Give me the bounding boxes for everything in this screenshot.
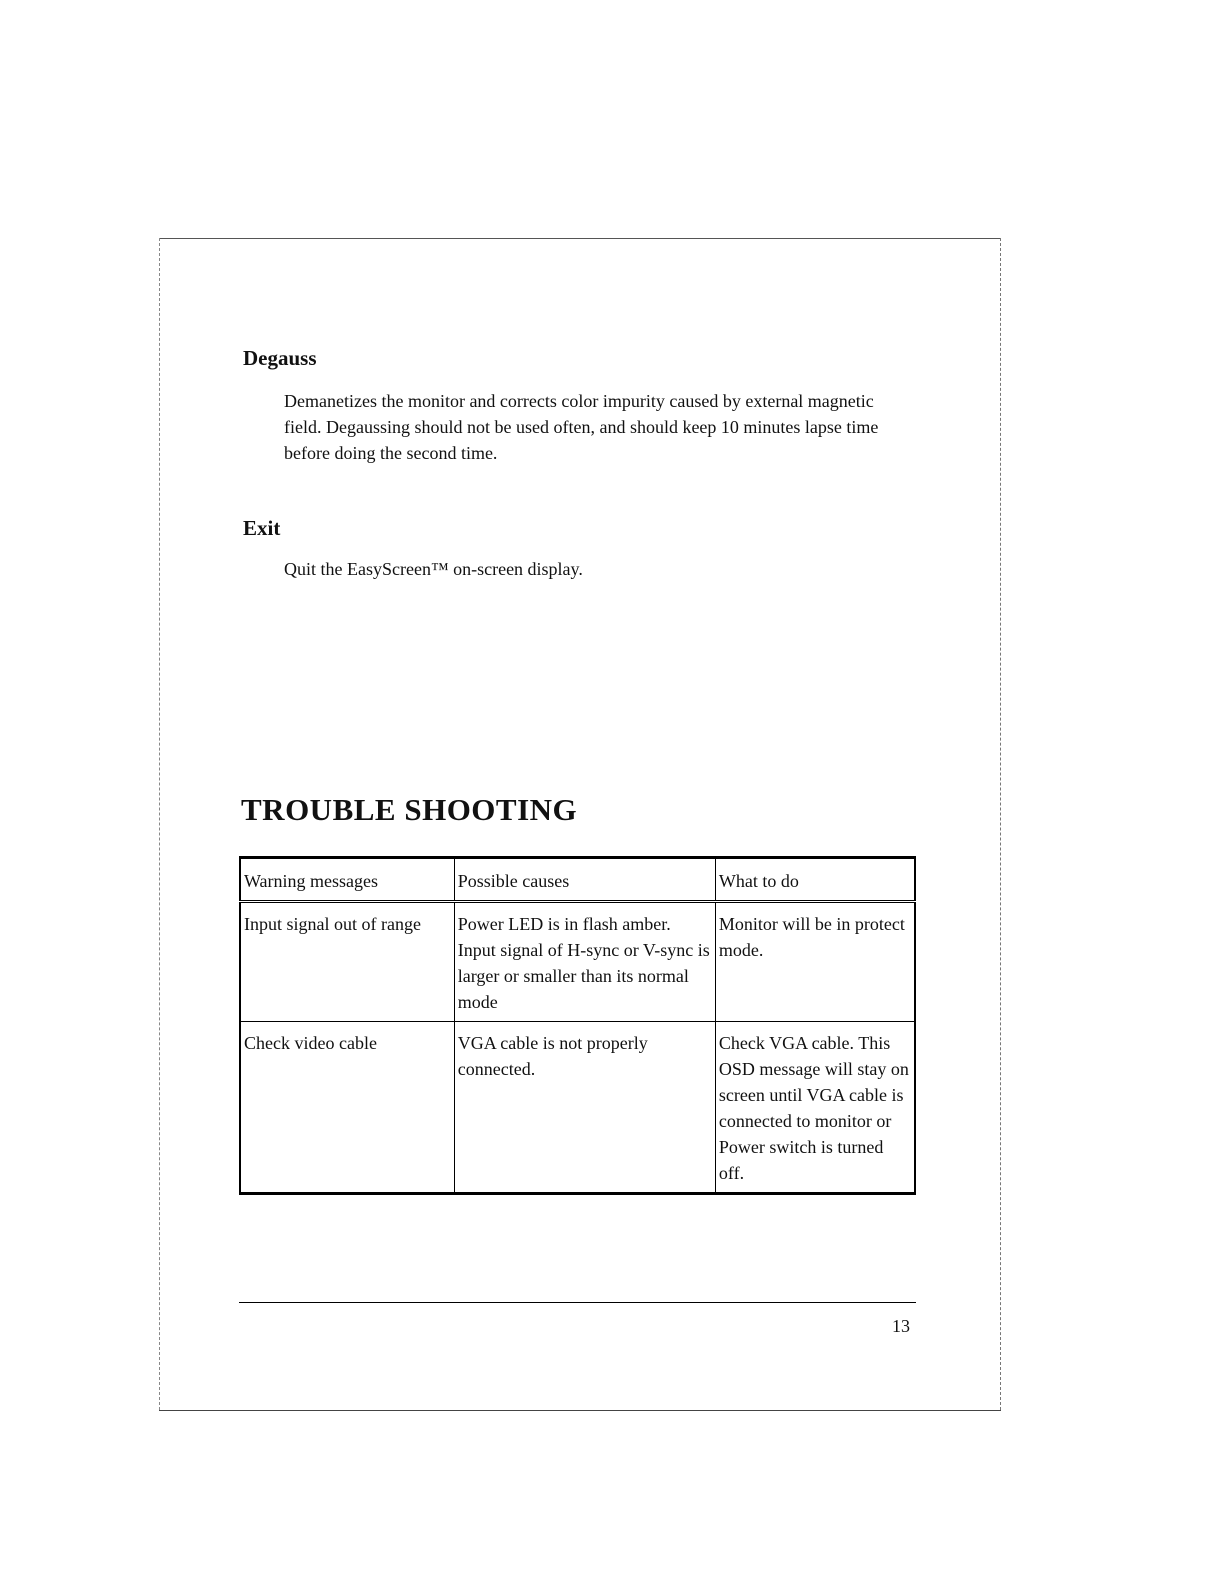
header-what-to-do: What to do [715,858,915,902]
footer-rule [239,1302,916,1303]
row-cause: Power LED is in flash amber. Input signal of H-sync or V-sync is larger or smaller than its normal mode [454,902,715,1022]
page-number: 13 [892,1316,910,1336]
degauss-description: Demanetizes the monitor and corrects color impurity caused by external magnetic field. Degaussing should not be used often, and should keep 10 minutes lapse time before doing the second time. [284,391,879,463]
row-warning: Check video cable [240,1022,454,1194]
trouble-shooting-table [239,856,916,1195]
page-border-top [159,238,1001,239]
degauss-heading: Degauss [243,346,317,370]
exit-heading: Exit [243,516,281,540]
header-warning-messages: Warning messages [240,858,454,902]
row-action: Check VGA cable. This OSD message will stay on screen until VGA cable is connected to monitor or Power switch is turned off. [715,1022,915,1194]
exit-description: Quit the EasyScreen™ on-screen display. [284,559,583,579]
table-row [240,902,915,1022]
page-border-right [1000,238,1001,1410]
row-cause: VGA cable is not properly connected. [454,1022,715,1194]
row-warning: Input signal out of range [240,902,454,1022]
row-action: Monitor will be in protect mode. [715,902,915,1022]
header-possible-causes: Possible causes [454,858,715,902]
table-header-row [240,858,915,902]
page-border-bottom [159,1410,1001,1411]
page-border-left [159,238,160,1410]
table-row [240,1022,915,1194]
trouble-shooting-title: TROUBLE SHOOTING [241,792,578,827]
